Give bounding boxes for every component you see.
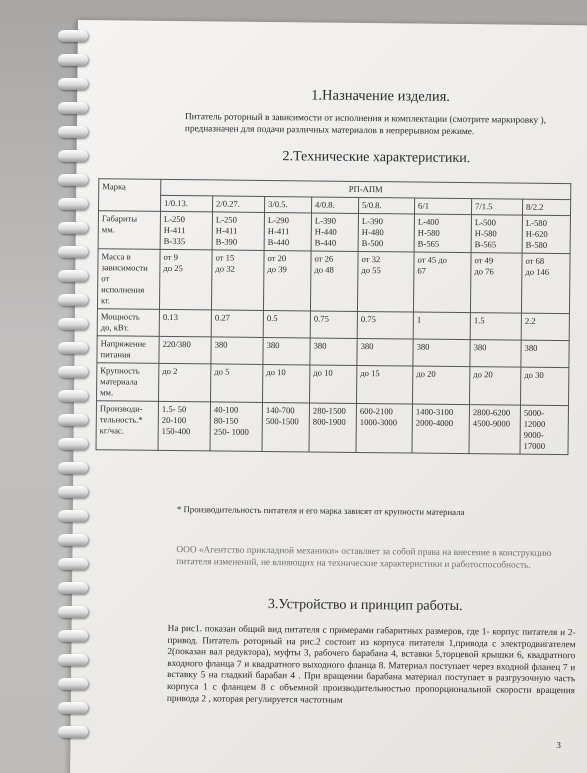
cell-line: 500-1500 [265,415,299,427]
cell-line: 0.75 [360,313,376,325]
table-cell [413,339,470,367]
row-label-line: от [101,273,110,284]
cell-line: 40-100 [213,404,239,415]
table-cell [470,313,521,341]
cell-line: H-620 [525,228,548,239]
table-cell [414,214,471,253]
table-row [96,401,569,455]
cell-line: 380 [524,342,538,353]
cell-line: L-500 [474,217,496,228]
table-cell [412,366,469,405]
cell-line: до 20 [416,368,436,379]
table-cell [311,213,358,251]
cell-line: до 146 [525,266,550,277]
cell-line: 20-100 [161,414,187,426]
cell-line: 800-1900 [312,416,346,427]
binding-coil [58,126,88,138]
table-cell [310,365,357,403]
binding-coil [58,558,88,570]
table-cell [211,250,264,311]
table-cell [358,213,414,252]
cell-line: 380 [313,340,327,351]
cell-line: от 20 [267,252,287,264]
cell-line: до 20 [473,369,493,380]
section1-text: Питатель роторный в зависимости от исполнения и комплектации (смотрите маркировку ), предназначен для подачи различных материалов в непрерывном режиме. [184,112,547,138]
cell-line: 280-1500 [312,405,346,416]
row-label-line: кг. [101,295,111,306]
cell-line: от 26 [314,253,334,264]
table-cell [413,252,471,313]
binding-coil [58,222,88,234]
table-cell [263,337,310,364]
binding-coil [58,78,88,90]
row-label [98,211,160,250]
cell-line: 4500-9000 [472,418,511,429]
table-cell [159,363,211,402]
cell-line: до 39 [267,263,287,275]
table-cell [521,313,569,341]
cell-line: 0.75 [313,313,329,324]
binding-coil [58,678,88,690]
table-cell [211,337,263,365]
table-cell [263,250,311,310]
cell-line: B-390 [215,236,238,247]
table-cell [469,367,520,406]
model-cell: 8/2.2 [522,199,570,216]
cell-line: L-400 [417,216,439,227]
cell-line: L-290 [267,215,289,226]
table-cell [470,253,522,314]
cell-line: до 2 [162,365,178,377]
table-cell [212,212,264,251]
table-cell [158,401,211,451]
table-cell [471,215,522,254]
table-cell [521,253,570,313]
model-cell: 2/0.27. [212,196,264,213]
cell-line: до 5 [214,366,230,377]
cell-line: 67 [417,265,427,276]
cell-line: L-580 [525,217,547,228]
binding-coil [58,582,88,594]
document-page [70,20,587,773]
cell-line: H-580 [474,228,497,239]
cell-line: до 10 [266,366,286,378]
cell-line: до 76 [474,266,494,277]
cell-line: от 49 [474,255,494,266]
table-cell [357,338,413,366]
model-cell: 5/0.8. [358,197,414,214]
binding-coil [58,438,88,450]
cell-line: 380 [416,341,430,352]
binding-coil [58,726,88,738]
row-label-line: Напряжение [100,338,147,349]
footnote: * Производительность питателя и его марка зависят от крупности материала [176,504,465,518]
table-cell [310,338,357,365]
binding-coil [58,366,88,378]
binding-coil [58,294,88,306]
cell-line: 140-700 [265,404,295,416]
row-label-line: зависимости [101,262,148,273]
table-cell [211,364,263,403]
cell-line: H-440 [314,226,337,237]
cell-line: L-390 [314,215,336,226]
binding-coil [58,174,88,186]
cell-line: от 32 [361,253,381,265]
binding-coil [58,390,88,402]
binding-coil [58,534,88,546]
cell-line: 0.13 [162,311,178,323]
binding-coil [58,150,88,162]
row-label [97,309,159,337]
row-label-line: Крупность [100,365,140,376]
corner-label: Марка [99,179,161,212]
cell-line: 150-400 [161,425,191,437]
binding-coil [58,486,88,498]
table-cell [159,249,212,310]
row-label [97,336,159,364]
cell-line: 1400-3100 [415,406,454,417]
table-cell [356,403,413,453]
cell-line: B-500 [361,237,384,249]
cell-line: 1.5 [473,315,485,326]
cell-line: 2000-4000 [415,417,454,428]
cell-line: 1.5- 50 [161,403,187,415]
binding-coil [58,54,88,66]
cell-line: 0.27 [214,312,230,323]
rights-notice: ООО «Агентство прикладной механики» оставляет за собой права на внесение в конструкцию питателя изменений, не влияющих на технические характеристики и работоспособность. [176,545,552,571]
binding-spiral [58,30,90,750]
cell-line: B-580 [525,239,548,250]
table-cell [262,402,310,451]
table-cell [264,212,311,250]
cell-line: 1 [416,314,422,325]
cell-line: H-580 [417,227,440,238]
row-label [97,249,160,310]
table-cell [263,310,310,337]
row-label-line: Масса в [101,251,131,262]
cell-line: до 25 [163,262,183,274]
binding-coil [58,198,88,210]
binding-coil [58,414,88,426]
cell-line: 1000-3000 [359,416,398,428]
cell-line: 250- 1000 [213,426,249,437]
table-cell [520,367,568,406]
row-label-line: тельность.* [99,414,143,425]
cell-line: до 55 [361,264,381,276]
cell-line: до 15 [360,367,380,379]
brand-label: РП-АПМ [161,179,571,199]
cell-line: до 10 [313,367,333,378]
cell-line: до 32 [215,263,235,274]
binding-coil [58,462,88,474]
cell-line: H-480 [361,226,384,238]
cell-line: B-565 [474,239,497,250]
binding-coil [58,702,88,714]
cell-line: L-390 [361,215,383,227]
model-cell: 1/0.13. [161,195,213,212]
cell-line: от 68 [525,255,545,266]
table-row [97,363,569,406]
binding-coil [58,654,88,666]
table-cell [210,402,263,452]
binding-coil [58,102,88,114]
row-label [96,401,159,451]
cell-line: B-565 [417,238,440,249]
table-cell [357,251,414,312]
cell-line: 380 [360,340,374,352]
cell-line: 80-150 [213,415,239,426]
cell-line: от 9 [163,251,178,263]
spec-table [95,178,571,455]
row-label-line: Производи- [99,403,143,414]
row-label-line: мм. [101,224,115,235]
table-cell [470,340,521,368]
row-label-line: кг/час. [99,425,124,436]
table-cell [160,211,212,250]
table-cell [159,336,211,364]
row-label-line: мм. [100,387,114,398]
table-cell [413,312,470,340]
cell-line: 9000-17000 [523,429,546,451]
row-label-line: материала [100,376,138,387]
binding-coil [58,606,88,618]
table-cell [310,311,357,338]
binding-coil [58,342,88,354]
binding-coil [58,630,88,642]
row-label-line: Габариты [101,213,138,224]
cell-line: H-411 [267,225,290,237]
table-cell [211,310,263,338]
cell-line: 380 [473,342,487,353]
table-row [97,249,570,314]
cell-line: от 15 [215,252,235,263]
cell-line: 5000-12000 [523,407,546,429]
table-cell [309,403,357,452]
table-cell [357,311,413,339]
binding-coil [58,270,88,282]
section3-text: На рис1. показан общий вид питателя с примерами габаритных размеров, где 1- корпус питателя и 2- привод. Питатель роторный на рис.2 состоит из корпуса питателя 1,привода с электродвигателем 2(показан вал редуктора), муфты 3, рабочего барабана 4, вставки 5,торцевой крышки 6, квадратного входного фланца 7 и квадратного выходного фланца 8. Материал поступает через входной фланец 7 и вставку 5 на гладкий барабан 4 . При вращении барабана материал поступает в разгрузочную часть корпуса 1 с фланцем 8 с объемной производительностью пропорциональной скорости вращения привода 2 , которая регулируется частотным [166,623,576,706]
binding-coil [58,510,88,522]
cell-line: до 30 [524,369,544,380]
cell-line: до 48 [314,264,334,275]
table-cell [520,405,569,455]
cell-line: 380 [214,339,228,350]
cell-line: от 45 до [417,254,448,265]
table-cell [159,309,211,337]
row-label-line: до, кВт. [100,322,129,333]
table-row [98,211,570,254]
cell-line: 2.2 [524,315,536,326]
page-number: 3 [556,740,561,751]
cell-line: 600-2100 [359,405,393,417]
row-label-line: питания [100,349,131,360]
cell-line: 380 [266,339,280,351]
cell-line: B-335 [163,235,186,247]
section1-title: 1.Назначение изделия. [311,87,451,105]
table-cell [263,364,310,402]
model-cell: 7/1.5 [471,199,522,216]
cell-line: L-250 [215,214,237,225]
binding-coil [58,30,88,42]
binding-coil [58,246,88,258]
model-cell: 6/1 [414,198,471,215]
section3-title: 3.Устройство и принцип работы. [267,597,463,615]
cell-line: 220/380 [162,338,191,350]
cell-line: H-411 [215,225,238,236]
table-cell [357,365,413,404]
table-cell [521,340,569,368]
cell-line: H-411 [163,224,186,236]
cell-line: B-440 [314,237,337,248]
cell-line: L-250 [163,213,185,225]
section2-title: 2.Технические характеристики. [282,149,471,167]
row-label [97,363,159,402]
row-label-line: Мощность [100,311,140,322]
table-cell [310,251,358,311]
table-cell [412,404,470,454]
model-cell: 4/0.8. [311,197,358,213]
table-cell [522,215,570,254]
cell-line: B-440 [267,236,290,248]
table-cell [469,405,521,455]
binding-coil [58,318,88,330]
cell-line: 2800-6200 [472,407,511,418]
model-cell: 3/0.5. [264,196,311,212]
row-label-line: исполнения [101,284,145,295]
cell-line: 0.5 [266,312,278,324]
